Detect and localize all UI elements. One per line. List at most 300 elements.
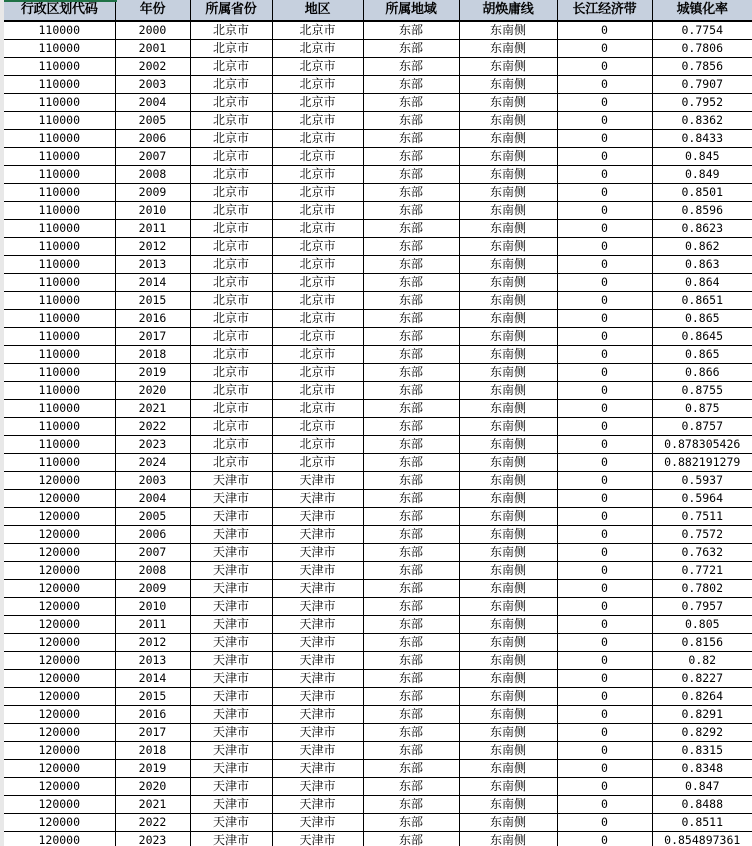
cell-prov[interactable]: 天津市 (190, 634, 272, 652)
cell-code[interactable]: 110000 (4, 94, 115, 112)
cell-code[interactable]: 110000 (4, 328, 115, 346)
cell-region[interactable]: 天津市 (272, 832, 363, 846)
cell-area[interactable]: 东部 (363, 652, 459, 670)
cell-region[interactable]: 北京市 (272, 202, 363, 220)
cell-region[interactable]: 天津市 (272, 724, 363, 742)
cell-hhy[interactable]: 东南侧 (459, 832, 557, 846)
cell-area[interactable]: 东部 (363, 94, 459, 112)
table-row[interactable] (4, 256, 752, 274)
table-row[interactable] (4, 112, 752, 130)
cell-hhy[interactable]: 东南侧 (459, 400, 557, 418)
cell-region[interactable]: 天津市 (272, 616, 363, 634)
cell-region[interactable]: 北京市 (272, 292, 363, 310)
cell-prov[interactable]: 北京市 (190, 292, 272, 310)
cell-hhy[interactable]: 东南侧 (459, 310, 557, 328)
cell-year[interactable]: 2003 (115, 472, 190, 490)
cell-area[interactable]: 东部 (363, 274, 459, 292)
cell-prov[interactable]: 北京市 (190, 148, 272, 166)
cell-prov[interactable]: 北京市 (190, 346, 272, 364)
cell-year[interactable]: 2023 (115, 436, 190, 454)
table-row[interactable] (4, 148, 752, 166)
cell-region[interactable]: 北京市 (272, 454, 363, 472)
cell-area[interactable]: 东部 (363, 670, 459, 688)
cell-prov[interactable]: 北京市 (190, 364, 272, 382)
cell-urban[interactable]: 0.805 (652, 616, 752, 634)
cell-urban[interactable]: 0.862 (652, 238, 752, 256)
cell-cjjjd[interactable]: 0 (557, 742, 652, 760)
table-row[interactable] (4, 832, 752, 846)
column-header-year[interactable]: 年份 (115, 0, 190, 21)
cell-year[interactable]: 2008 (115, 166, 190, 184)
cell-code[interactable]: 110000 (4, 274, 115, 292)
cell-year[interactable]: 2006 (115, 526, 190, 544)
cell-cjjjd[interactable]: 0 (557, 706, 652, 724)
cell-code[interactable]: 110000 (4, 220, 115, 238)
cell-code[interactable]: 110000 (4, 238, 115, 256)
table-row[interactable] (4, 400, 752, 418)
cell-prov[interactable]: 北京市 (190, 94, 272, 112)
cell-hhy[interactable]: 东南侧 (459, 688, 557, 706)
cell-code[interactable]: 110000 (4, 436, 115, 454)
cell-area[interactable]: 东部 (363, 112, 459, 130)
cell-urban[interactable]: 0.8501 (652, 184, 752, 202)
cell-cjjjd[interactable]: 0 (557, 724, 652, 742)
table-row[interactable] (4, 418, 752, 436)
cell-code[interactable]: 110000 (4, 292, 115, 310)
cell-year[interactable]: 2004 (115, 94, 190, 112)
cell-cjjjd[interactable]: 0 (557, 814, 652, 832)
cell-region[interactable]: 北京市 (272, 148, 363, 166)
table-row[interactable] (4, 634, 752, 652)
cell-year[interactable]: 2015 (115, 292, 190, 310)
cell-hhy[interactable]: 东南侧 (459, 544, 557, 562)
cell-urban[interactable]: 0.864 (652, 274, 752, 292)
cell-prov[interactable]: 北京市 (190, 436, 272, 454)
cell-hhy[interactable]: 东南侧 (459, 130, 557, 148)
cell-cjjjd[interactable]: 0 (557, 562, 652, 580)
column-header-cjjjd[interactable]: 长江经济带 (557, 0, 652, 21)
cell-year[interactable]: 2012 (115, 634, 190, 652)
column-header-hhy[interactable]: 胡焕庸线 (459, 0, 557, 21)
cell-year[interactable]: 2000 (115, 21, 190, 40)
cell-code[interactable]: 120000 (4, 508, 115, 526)
cell-hhy[interactable]: 东南侧 (459, 652, 557, 670)
cell-urban[interactable]: 0.7856 (652, 58, 752, 76)
cell-urban[interactable]: 0.8511 (652, 814, 752, 832)
table-row[interactable] (4, 796, 752, 814)
cell-cjjjd[interactable]: 0 (557, 21, 652, 40)
cell-prov[interactable]: 天津市 (190, 544, 272, 562)
cell-hhy[interactable]: 东南侧 (459, 184, 557, 202)
cell-region[interactable]: 北京市 (272, 328, 363, 346)
cell-hhy[interactable]: 东南侧 (459, 21, 557, 40)
cell-cjjjd[interactable]: 0 (557, 256, 652, 274)
cell-year[interactable]: 2005 (115, 112, 190, 130)
cell-cjjjd[interactable]: 0 (557, 778, 652, 796)
cell-prov[interactable]: 天津市 (190, 724, 272, 742)
cell-code[interactable]: 110000 (4, 40, 115, 58)
cell-region[interactable]: 天津市 (272, 490, 363, 508)
cell-urban[interactable]: 0.875 (652, 400, 752, 418)
cell-year[interactable]: 2016 (115, 310, 190, 328)
table-row[interactable] (4, 382, 752, 400)
cell-hhy[interactable]: 东南侧 (459, 778, 557, 796)
cell-year[interactable]: 2017 (115, 328, 190, 346)
cell-hhy[interactable]: 东南侧 (459, 598, 557, 616)
cell-hhy[interactable]: 东南侧 (459, 346, 557, 364)
table-row[interactable] (4, 742, 752, 760)
cell-cjjjd[interactable]: 0 (557, 472, 652, 490)
cell-area[interactable]: 东部 (363, 220, 459, 238)
cell-year[interactable]: 2009 (115, 580, 190, 598)
cell-urban[interactable]: 0.7952 (652, 94, 752, 112)
table-row[interactable] (4, 94, 752, 112)
cell-area[interactable]: 东部 (363, 508, 459, 526)
cell-urban[interactable]: 0.8757 (652, 418, 752, 436)
cell-region[interactable]: 北京市 (272, 382, 363, 400)
cell-year[interactable]: 2022 (115, 418, 190, 436)
cell-prov[interactable]: 北京市 (190, 400, 272, 418)
cell-prov[interactable]: 天津市 (190, 580, 272, 598)
cell-prov[interactable]: 天津市 (190, 616, 272, 634)
table-row[interactable] (4, 490, 752, 508)
cell-area[interactable]: 东部 (363, 292, 459, 310)
cell-region[interactable]: 天津市 (272, 760, 363, 778)
cell-area[interactable]: 东部 (363, 256, 459, 274)
cell-cjjjd[interactable]: 0 (557, 418, 652, 436)
cell-cjjjd[interactable]: 0 (557, 490, 652, 508)
cell-area[interactable]: 东部 (363, 454, 459, 472)
cell-urban[interactable]: 0.8315 (652, 742, 752, 760)
cell-cjjjd[interactable]: 0 (557, 760, 652, 778)
cell-region[interactable]: 天津市 (272, 472, 363, 490)
cell-region[interactable]: 天津市 (272, 544, 363, 562)
cell-region[interactable]: 天津市 (272, 580, 363, 598)
cell-prov[interactable]: 天津市 (190, 526, 272, 544)
cell-prov[interactable]: 北京市 (190, 112, 272, 130)
table-row[interactable] (4, 652, 752, 670)
cell-prov[interactable]: 北京市 (190, 454, 272, 472)
table-row[interactable] (4, 130, 752, 148)
table-row[interactable] (4, 292, 752, 310)
cell-year[interactable]: 2011 (115, 616, 190, 634)
cell-urban[interactable]: 0.8156 (652, 634, 752, 652)
cell-prov[interactable]: 天津市 (190, 742, 272, 760)
cell-hhy[interactable]: 东南侧 (459, 742, 557, 760)
cell-code[interactable]: 120000 (4, 490, 115, 508)
cell-hhy[interactable]: 东南侧 (459, 40, 557, 58)
cell-cjjjd[interactable]: 0 (557, 220, 652, 238)
cell-year[interactable]: 2023 (115, 832, 190, 846)
table-row[interactable] (4, 562, 752, 580)
cell-region[interactable]: 天津市 (272, 508, 363, 526)
cell-year[interactable]: 2013 (115, 652, 190, 670)
cell-urban[interactable]: 0.882191279 (652, 454, 752, 472)
cell-cjjjd[interactable]: 0 (557, 454, 652, 472)
cell-region[interactable]: 北京市 (272, 94, 363, 112)
cell-prov[interactable]: 北京市 (190, 382, 272, 400)
cell-hhy[interactable]: 东南侧 (459, 436, 557, 454)
cell-prov[interactable]: 天津市 (190, 490, 272, 508)
table-row[interactable] (4, 202, 752, 220)
cell-cjjjd[interactable]: 0 (557, 76, 652, 94)
cell-area[interactable]: 东部 (363, 832, 459, 846)
cell-region[interactable]: 天津市 (272, 778, 363, 796)
cell-cjjjd[interactable]: 0 (557, 364, 652, 382)
cell-hhy[interactable]: 东南侧 (459, 562, 557, 580)
cell-prov[interactable]: 天津市 (190, 760, 272, 778)
cell-urban[interactable]: 0.7572 (652, 526, 752, 544)
cell-urban[interactable]: 0.8433 (652, 130, 752, 148)
cell-hhy[interactable]: 东南侧 (459, 670, 557, 688)
cell-hhy[interactable]: 东南侧 (459, 472, 557, 490)
cell-code[interactable]: 120000 (4, 598, 115, 616)
cell-prov[interactable]: 北京市 (190, 328, 272, 346)
cell-region[interactable]: 天津市 (272, 526, 363, 544)
cell-hhy[interactable]: 东南侧 (459, 274, 557, 292)
cell-hhy[interactable]: 东南侧 (459, 490, 557, 508)
cell-hhy[interactable]: 东南侧 (459, 202, 557, 220)
cell-urban[interactable]: 0.82 (652, 652, 752, 670)
cell-urban[interactable]: 0.8292 (652, 724, 752, 742)
table-row[interactable] (4, 598, 752, 616)
cell-code[interactable]: 110000 (4, 382, 115, 400)
table-row[interactable] (4, 688, 752, 706)
cell-area[interactable]: 东部 (363, 490, 459, 508)
table-row[interactable] (4, 220, 752, 238)
cell-area[interactable]: 东部 (363, 760, 459, 778)
cell-area[interactable]: 东部 (363, 364, 459, 382)
cell-hhy[interactable]: 东南侧 (459, 166, 557, 184)
cell-urban[interactable]: 0.7802 (652, 580, 752, 598)
cell-prov[interactable]: 北京市 (190, 21, 272, 40)
cell-hhy[interactable]: 东南侧 (459, 220, 557, 238)
cell-urban[interactable]: 0.854897361 (652, 832, 752, 846)
cell-prov[interactable]: 天津市 (190, 778, 272, 796)
cell-cjjjd[interactable]: 0 (557, 436, 652, 454)
table-row[interactable] (4, 346, 752, 364)
cell-region[interactable]: 北京市 (272, 274, 363, 292)
cell-urban[interactable]: 0.8596 (652, 202, 752, 220)
cell-prov[interactable]: 天津市 (190, 508, 272, 526)
table-row[interactable] (4, 814, 752, 832)
cell-prov[interactable]: 天津市 (190, 652, 272, 670)
cell-region[interactable]: 天津市 (272, 598, 363, 616)
cell-region[interactable]: 北京市 (272, 346, 363, 364)
cell-cjjjd[interactable]: 0 (557, 346, 652, 364)
cell-year[interactable]: 2005 (115, 508, 190, 526)
cell-hhy[interactable]: 东南侧 (459, 94, 557, 112)
cell-year[interactable]: 2024 (115, 454, 190, 472)
table-row[interactable] (4, 184, 752, 202)
cell-cjjjd[interactable]: 0 (557, 526, 652, 544)
cell-code[interactable]: 120000 (4, 544, 115, 562)
table-row[interactable] (4, 364, 752, 382)
cell-urban[interactable]: 0.8227 (652, 670, 752, 688)
table-row[interactable] (4, 310, 752, 328)
cell-region[interactable]: 天津市 (272, 562, 363, 580)
cell-area[interactable]: 东部 (363, 472, 459, 490)
cell-prov[interactable]: 北京市 (190, 202, 272, 220)
cell-urban[interactable]: 0.849 (652, 166, 752, 184)
cell-area[interactable]: 东部 (363, 21, 459, 40)
cell-area[interactable]: 东部 (363, 814, 459, 832)
cell-code[interactable]: 120000 (4, 580, 115, 598)
cell-code[interactable]: 110000 (4, 166, 115, 184)
cell-urban[interactable]: 0.8488 (652, 796, 752, 814)
cell-area[interactable]: 东部 (363, 688, 459, 706)
cell-region[interactable]: 北京市 (272, 310, 363, 328)
cell-cjjjd[interactable]: 0 (557, 652, 652, 670)
column-header-area[interactable]: 所属地域 (363, 0, 459, 21)
cell-urban[interactable]: 0.7806 (652, 40, 752, 58)
cell-cjjjd[interactable]: 0 (557, 40, 652, 58)
cell-urban[interactable]: 0.863 (652, 256, 752, 274)
cell-cjjjd[interactable]: 0 (557, 382, 652, 400)
cell-code[interactable]: 110000 (4, 184, 115, 202)
cell-region[interactable]: 北京市 (272, 21, 363, 40)
cell-code[interactable]: 110000 (4, 112, 115, 130)
cell-region[interactable]: 天津市 (272, 706, 363, 724)
cell-area[interactable]: 东部 (363, 148, 459, 166)
cell-urban[interactable]: 0.7632 (652, 544, 752, 562)
cell-code[interactable]: 110000 (4, 346, 115, 364)
cell-code[interactable]: 120000 (4, 742, 115, 760)
cell-prov[interactable]: 北京市 (190, 310, 272, 328)
cell-region[interactable]: 北京市 (272, 418, 363, 436)
cell-region[interactable]: 北京市 (272, 220, 363, 238)
cell-hhy[interactable]: 东南侧 (459, 256, 557, 274)
cell-hhy[interactable]: 东南侧 (459, 418, 557, 436)
cell-prov[interactable]: 天津市 (190, 706, 272, 724)
cell-urban[interactable]: 0.7957 (652, 598, 752, 616)
cell-region[interactable]: 北京市 (272, 364, 363, 382)
cell-area[interactable]: 东部 (363, 238, 459, 256)
cell-area[interactable]: 东部 (363, 328, 459, 346)
cell-cjjjd[interactable]: 0 (557, 670, 652, 688)
cell-prov[interactable]: 北京市 (190, 58, 272, 76)
cell-year[interactable]: 2001 (115, 40, 190, 58)
cell-code[interactable]: 120000 (4, 688, 115, 706)
cell-urban[interactable]: 0.8264 (652, 688, 752, 706)
cell-region[interactable]: 天津市 (272, 814, 363, 832)
table-row[interactable] (4, 526, 752, 544)
cell-year[interactable]: 2014 (115, 670, 190, 688)
cell-year[interactable]: 2009 (115, 184, 190, 202)
cell-hhy[interactable]: 东南侧 (459, 58, 557, 76)
cell-year[interactable]: 2012 (115, 238, 190, 256)
table-row[interactable] (4, 21, 752, 40)
cell-cjjjd[interactable]: 0 (557, 238, 652, 256)
cell-region[interactable]: 北京市 (272, 436, 363, 454)
cell-year[interactable]: 2010 (115, 202, 190, 220)
table-row[interactable] (4, 778, 752, 796)
cell-code[interactable]: 110000 (4, 76, 115, 94)
cell-hhy[interactable]: 东南侧 (459, 148, 557, 166)
cell-prov[interactable]: 北京市 (190, 238, 272, 256)
cell-region[interactable]: 天津市 (272, 634, 363, 652)
cell-urban[interactable]: 0.8348 (652, 760, 752, 778)
cell-code[interactable]: 110000 (4, 58, 115, 76)
cell-code[interactable]: 120000 (4, 634, 115, 652)
cell-hhy[interactable]: 东南侧 (459, 706, 557, 724)
cell-area[interactable]: 东部 (363, 310, 459, 328)
cell-year[interactable]: 2018 (115, 742, 190, 760)
cell-prov[interactable]: 北京市 (190, 166, 272, 184)
cell-year[interactable]: 2014 (115, 274, 190, 292)
cell-area[interactable]: 东部 (363, 76, 459, 94)
cell-region[interactable]: 北京市 (272, 166, 363, 184)
cell-year[interactable]: 2018 (115, 346, 190, 364)
cell-cjjjd[interactable]: 0 (557, 832, 652, 846)
cell-urban[interactable]: 0.7511 (652, 508, 752, 526)
cell-area[interactable]: 东部 (363, 742, 459, 760)
table-row[interactable] (4, 454, 752, 472)
cell-area[interactable]: 东部 (363, 436, 459, 454)
cell-hhy[interactable]: 东南侧 (459, 382, 557, 400)
cell-region[interactable]: 天津市 (272, 688, 363, 706)
cell-cjjjd[interactable]: 0 (557, 202, 652, 220)
cell-area[interactable]: 东部 (363, 598, 459, 616)
cell-year[interactable]: 2022 (115, 814, 190, 832)
cell-hhy[interactable]: 东南侧 (459, 508, 557, 526)
column-header-code[interactable]: 行政区划代码 (4, 0, 115, 21)
cell-cjjjd[interactable]: 0 (557, 310, 652, 328)
table-row[interactable] (4, 724, 752, 742)
cell-hhy[interactable]: 东南侧 (459, 796, 557, 814)
cell-area[interactable]: 东部 (363, 400, 459, 418)
cell-hhy[interactable]: 东南侧 (459, 76, 557, 94)
cell-area[interactable]: 东部 (363, 166, 459, 184)
cell-area[interactable]: 东部 (363, 526, 459, 544)
cell-cjjjd[interactable]: 0 (557, 796, 652, 814)
cell-code[interactable]: 120000 (4, 562, 115, 580)
cell-region[interactable]: 天津市 (272, 670, 363, 688)
cell-cjjjd[interactable]: 0 (557, 580, 652, 598)
cell-urban[interactable]: 0.845 (652, 148, 752, 166)
cell-area[interactable]: 东部 (363, 382, 459, 400)
cell-prov[interactable]: 天津市 (190, 598, 272, 616)
cell-area[interactable]: 东部 (363, 724, 459, 742)
cell-region[interactable]: 北京市 (272, 112, 363, 130)
cell-prov[interactable]: 天津市 (190, 796, 272, 814)
table-row[interactable] (4, 760, 752, 778)
cell-urban[interactable]: 0.8291 (652, 706, 752, 724)
cell-region[interactable]: 天津市 (272, 742, 363, 760)
cell-cjjjd[interactable]: 0 (557, 616, 652, 634)
table-row[interactable] (4, 670, 752, 688)
cell-prov[interactable]: 北京市 (190, 184, 272, 202)
cell-prov[interactable]: 北京市 (190, 418, 272, 436)
cell-year[interactable]: 2017 (115, 724, 190, 742)
cell-area[interactable]: 东部 (363, 778, 459, 796)
cell-area[interactable]: 东部 (363, 706, 459, 724)
table-row[interactable] (4, 166, 752, 184)
cell-area[interactable]: 东部 (363, 346, 459, 364)
cell-code[interactable]: 120000 (4, 724, 115, 742)
cell-code[interactable]: 120000 (4, 526, 115, 544)
table-row[interactable] (4, 76, 752, 94)
cell-region[interactable]: 天津市 (272, 652, 363, 670)
cell-code[interactable]: 110000 (4, 310, 115, 328)
cell-code[interactable]: 120000 (4, 652, 115, 670)
cell-region[interactable]: 北京市 (272, 400, 363, 418)
cell-hhy[interactable]: 东南侧 (459, 364, 557, 382)
cell-urban[interactable]: 0.7754 (652, 21, 752, 40)
data-table[interactable] (4, 0, 752, 846)
cell-cjjjd[interactable]: 0 (557, 328, 652, 346)
cell-urban[interactable]: 0.878305426 (652, 436, 752, 454)
